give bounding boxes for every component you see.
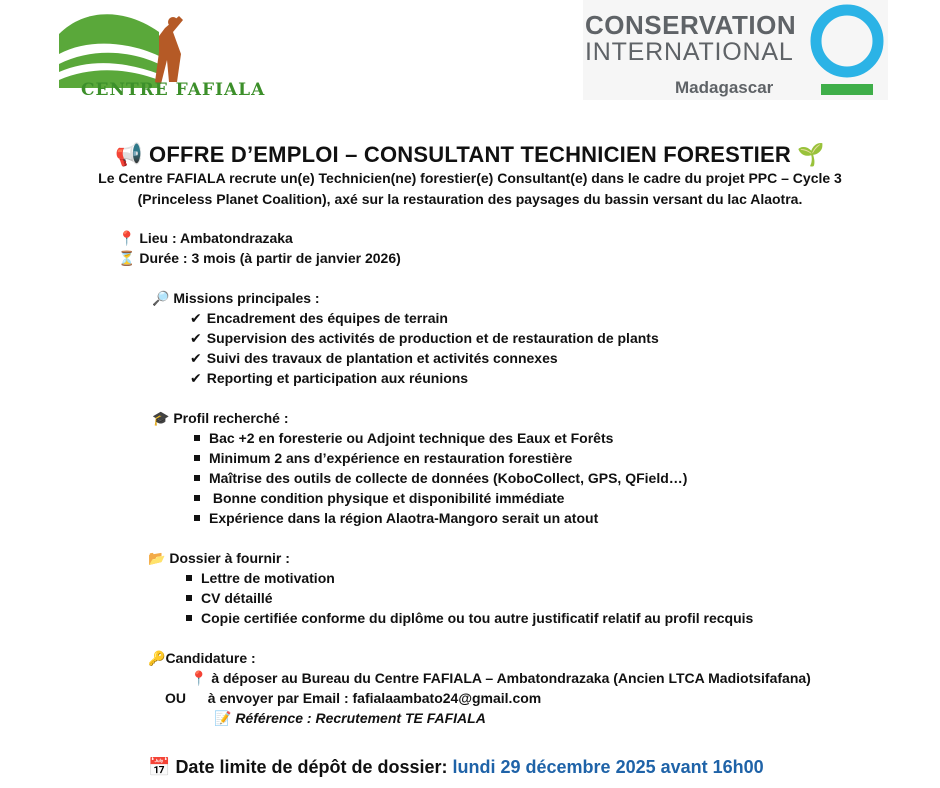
check-icon: ✔	[190, 370, 202, 386]
profil-item-text: Bonne condition physique et disponibilité immédiate	[209, 490, 565, 506]
profil-heading	[152, 410, 288, 427]
mission-item-text: Encadrement des équipes de terrain	[206, 310, 448, 326]
profil-item-text: Expérience dans la région Alaotra-Mangoro serait un atout	[209, 510, 599, 526]
dossier-heading-text: Dossier à fournir :	[169, 550, 290, 566]
mission-item-text: Reporting et participation aux réunions	[206, 370, 469, 386]
magnifier-icon: 🔎	[152, 291, 170, 307]
profil-heading-text: Profil recherché :	[173, 410, 289, 426]
reference-text: Référence : Recrutement TE FAFIALA	[235, 710, 486, 726]
dossier-item-text: Copie certifiée conforme du diplôme ou tou autre justificatif relatif au profil recquis	[201, 610, 754, 626]
memo-icon: 📝	[214, 711, 232, 727]
hourglass-icon: ⏳	[118, 251, 136, 267]
mission-item	[190, 350, 558, 367]
ci-logo-line1: CONSERVATION	[585, 10, 797, 40]
mission-item-text: Supervision des activités de production et de restauration de plants	[206, 330, 659, 346]
missions-heading-text: Missions principales :	[173, 290, 320, 306]
bullet-icon	[194, 455, 200, 461]
fafiala-logo	[55, 2, 266, 120]
candidature-heading-text: Candidature :	[165, 650, 256, 666]
megaphone-icon: 📢	[115, 143, 143, 168]
bullet-icon	[194, 475, 200, 481]
profil-item-text: Maîtrise des outils de collecte de données (KoboCollect, GPS, QField…)	[209, 470, 688, 486]
seedling-icon: 🌱	[797, 143, 825, 168]
folder-icon: 📂	[148, 551, 166, 567]
bullet-icon	[194, 515, 200, 521]
profil-item-text: Minimum 2 ans d’expérience en restauration forestière	[209, 450, 573, 466]
intro-line-2: (Princeless Planet Coalition), axé sur la restauration des paysages du bassin versant du lac Alaotra.	[137, 191, 803, 207]
bullet-icon	[186, 575, 192, 581]
candidature-line-1	[190, 670, 811, 687]
dossier-item	[186, 590, 273, 606]
dossier-heading	[148, 550, 290, 567]
pin-icon: 📍	[118, 231, 136, 247]
mission-item	[190, 330, 659, 347]
calendar-icon: 📅	[148, 757, 171, 778]
candidature-heading	[148, 650, 256, 667]
duree-text: Durée : 3 mois (à partir de janvier 2026)	[139, 250, 401, 266]
mission-item	[190, 370, 468, 387]
page-title	[0, 142, 940, 168]
candidature-line-1-text: à déposer au Bureau du Centre FAFIALA – Ambatondrazaka (Ancien LTCA Madiotsifafana)	[211, 670, 811, 686]
conservation-international-logo	[583, 0, 888, 100]
lieu-line	[118, 230, 293, 247]
dossier-item	[186, 610, 753, 626]
candidature-line-2-text: à envoyer par Email : fafialaambato24@gmail.com	[207, 690, 542, 706]
profil-item	[194, 450, 572, 466]
profil-item-text: Bac +2 en foresterie ou Adjoint technique des Eaux et Forêts	[209, 430, 614, 446]
dossier-item	[186, 570, 335, 586]
check-icon: ✔	[190, 310, 202, 326]
candidature-line-2	[165, 690, 541, 706]
dossier-item-text: CV détaillé	[201, 590, 273, 606]
ci-logo-line2: INTERNATIONAL	[585, 38, 794, 66]
profil-item	[194, 430, 613, 446]
profil-item	[194, 510, 598, 526]
bullet-icon	[194, 435, 200, 441]
dossier-item-text: Lettre de motivation	[201, 570, 335, 586]
intro-line-1: Le Centre FAFIALA recrute un(e) Technicien(ne) forestier(e) Consultant(e) dans le cadre du projet PPC – Cycle 3	[98, 170, 842, 186]
reference-line	[214, 710, 486, 727]
ci-logo-line3: Madagascar	[675, 78, 774, 97]
mission-item-text: Suivi des travaux de plantation et activités connexes	[206, 350, 558, 366]
or-label: OU	[165, 690, 186, 706]
duree-line	[118, 250, 401, 267]
missions-heading	[152, 290, 320, 307]
lieu-text: Lieu : Ambatondrazaka	[139, 230, 293, 246]
deadline-value: lundi 29 décembre 2025 avant 16h00	[452, 757, 764, 777]
pin-icon: 📍	[190, 671, 208, 687]
check-icon: ✔	[190, 350, 202, 366]
check-icon: ✔	[190, 330, 202, 346]
page-title-text: OFFRE D’EMPLOI – CONSULTANT TECHNICIEN FORESTIER	[149, 142, 791, 167]
bullet-icon	[194, 495, 200, 501]
graduation-cap-icon: 🎓	[152, 411, 170, 427]
bullet-icon	[186, 595, 192, 601]
mission-item	[190, 310, 448, 327]
deadline-line	[148, 757, 764, 778]
bullet-icon	[186, 615, 192, 621]
key-icon: 🔑	[148, 651, 166, 667]
ci-circle-icon	[808, 4, 886, 96]
profil-item	[194, 470, 687, 486]
deadline-label: Date limite de dépôt de dossier:	[175, 757, 448, 777]
profil-item	[194, 490, 564, 506]
fafiala-logo-text: CENTRE FAFIALA	[81, 80, 266, 100]
